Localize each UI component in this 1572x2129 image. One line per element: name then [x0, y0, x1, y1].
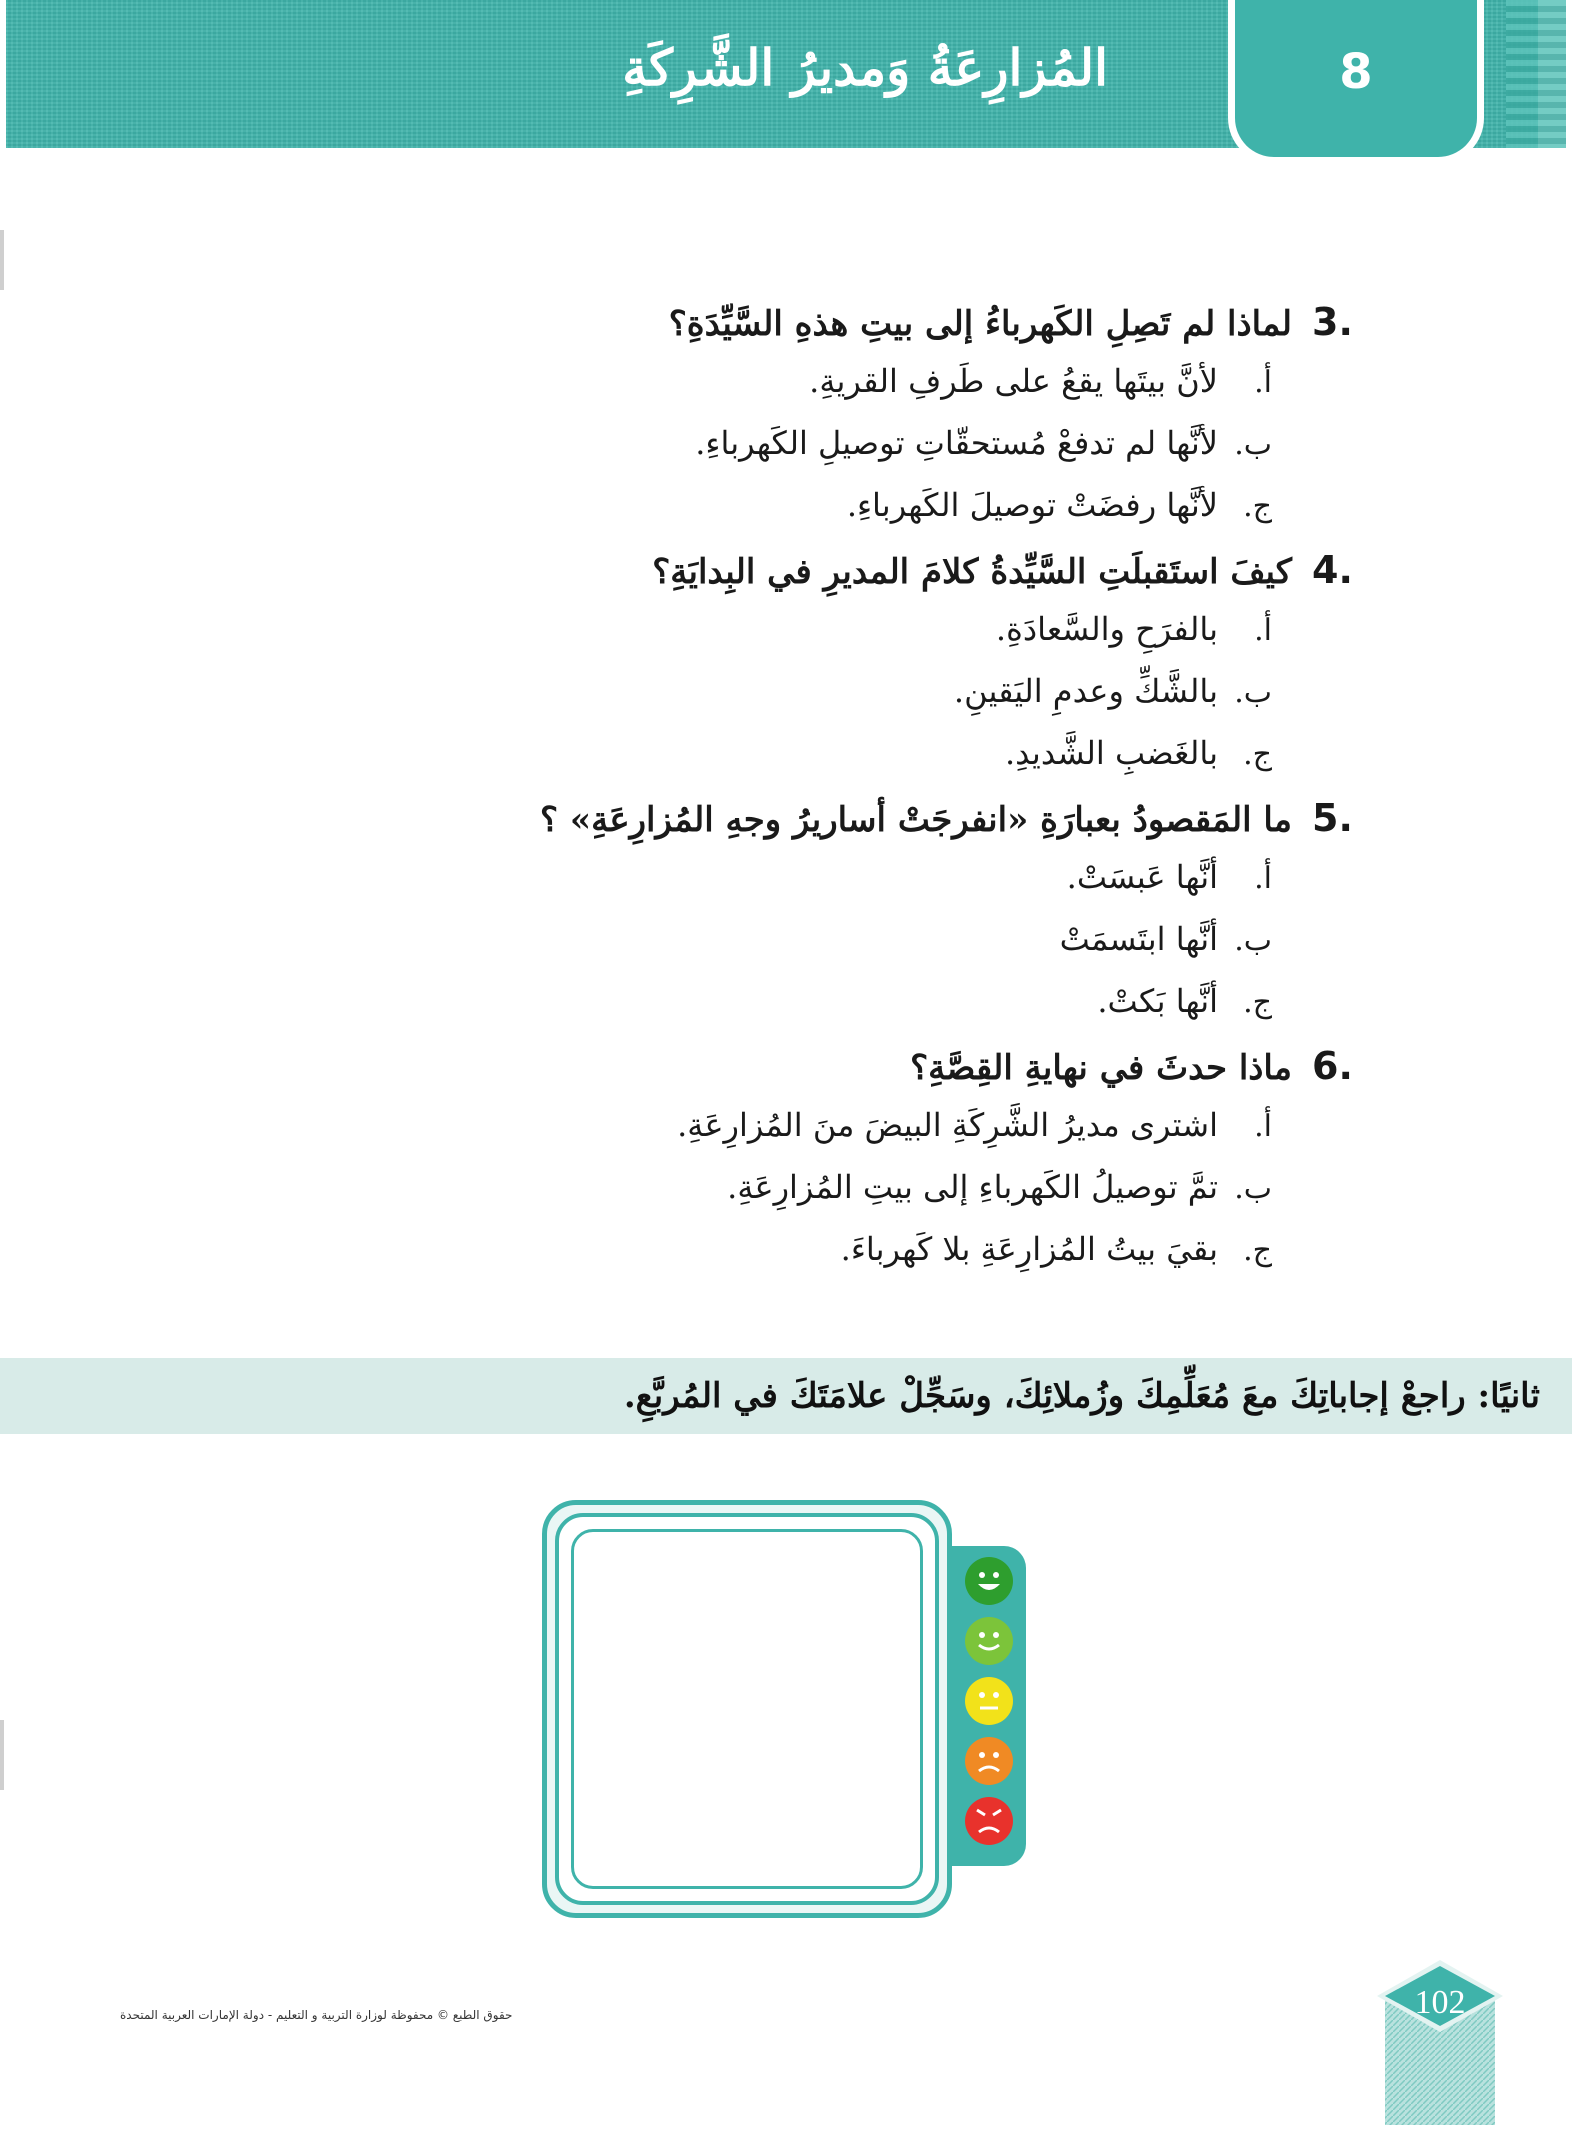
option-letter: أ. — [1254, 1109, 1272, 1144]
option-text: بقيَ بيتُ المُزارِعَةِ بلا كَهرباءَ. — [840, 1230, 1218, 1268]
answer-option[interactable] — [172, 858, 1372, 920]
answer-option[interactable] — [172, 362, 1372, 424]
option-text: بالغَضبِ الشَّديدِ. — [1004, 734, 1218, 772]
question-4 — [172, 548, 1372, 796]
lesson-title: المُزارِعَةُ وَمديرُ الشَّرِكَةِ — [622, 38, 1108, 97]
option-text: بالفرَحِ والسَّعادَةِ. — [995, 610, 1218, 648]
question-text: ماذا حدثَ في نهايةِ القِصَّةِ؟ — [910, 1048, 1292, 1088]
option-text: اشترى مديرُ الشَّرِكَةِ البيضَ منَ المُزارِعَةِ. — [677, 1106, 1218, 1144]
answer-option[interactable] — [172, 1230, 1372, 1292]
answer-option[interactable] — [172, 734, 1372, 796]
rating-faces-bar — [952, 1546, 1026, 1866]
sad-face-icon[interactable] — [964, 1736, 1014, 1786]
answer-option[interactable] — [172, 1106, 1372, 1168]
answer-option[interactable] — [172, 486, 1372, 548]
banner-decoration — [1506, 0, 1566, 148]
option-letter: ج. — [1243, 985, 1272, 1020]
option-text: أنَّها ابتَسمَتْ — [1059, 920, 1218, 958]
angry-face-icon[interactable] — [964, 1796, 1014, 1846]
page-number: 102 — [1414, 1984, 1466, 2021]
option-letter: ب. — [1234, 675, 1272, 710]
option-text: أنَّها عَبسَتْ. — [1066, 858, 1218, 896]
very-happy-face-icon[interactable] — [964, 1556, 1014, 1606]
answer-option[interactable] — [172, 982, 1372, 1044]
answer-option[interactable] — [172, 920, 1372, 982]
option-text: لأنَّها رفضَتْ توصيلَ الكَهرباءِ. — [846, 486, 1218, 524]
question-3 — [172, 300, 1372, 548]
answer-option[interactable] — [172, 672, 1372, 734]
question-5 — [172, 796, 1372, 1044]
question-text: ما المَقصودُ بعبارَةِ «انفرجَتْ أساريرُ وجهِ المُزارِعَةِ» ؟ — [539, 800, 1292, 840]
question-text: لماذا لم تَصِلِ الكَهرباءُ إلى بيتِ هذهِ السَّيِّدَةِ؟ — [668, 304, 1292, 344]
lesson-number: 8 — [1339, 43, 1373, 100]
option-letter: ج. — [1243, 737, 1272, 772]
option-letter: ج. — [1243, 489, 1272, 524]
option-letter: ج. — [1243, 1233, 1272, 1268]
questions-list — [172, 300, 1372, 1292]
question-number: 3. — [1312, 300, 1353, 344]
question-text: كيفَ استَقبلَتِ السَّيِّدةُ كلامَ المديرِ في البِدايَةِ؟ — [652, 552, 1292, 592]
question-6 — [172, 1044, 1372, 1292]
page-number-badge — [1375, 1960, 1505, 2125]
happy-face-icon[interactable] — [964, 1616, 1014, 1666]
page-edge-mark — [0, 230, 4, 290]
option-text: لأنَّها لم تدفعْ مُستحقّاتِ توصيلِ الكَهرباءِ. — [695, 424, 1218, 462]
option-letter: ب. — [1234, 923, 1272, 958]
self-assessment-frame — [542, 1500, 952, 1918]
option-text: تمَّ توصيلُ الكَهرباءِ إلى بيتِ المُزارِعَةِ. — [727, 1168, 1218, 1206]
question-number: 5. — [1312, 796, 1353, 840]
section-instruction: ثانيًا: راجعْ إجاباتِكَ معَ مُعَلِّمِكَ وزُملائِكَ، وسَجِّلْ علامَتَكَ في المُربَّعِ. — [623, 1376, 1540, 1416]
option-letter: ب. — [1234, 1171, 1272, 1206]
option-text: أنَّها بَكتْ. — [1097, 982, 1218, 1020]
option-letter: أ. — [1254, 861, 1272, 896]
answer-option[interactable] — [172, 1168, 1372, 1230]
option-letter: أ. — [1254, 365, 1272, 400]
option-letter: أ. — [1254, 613, 1272, 648]
option-text: بالشَّكِّ وعدمِ اليَقينِ. — [953, 672, 1218, 710]
lesson-number-tab — [1228, 0, 1484, 164]
option-letter: ب. — [1234, 427, 1272, 462]
answer-option[interactable] — [172, 424, 1372, 486]
copyright-notice: حقوق الطبع © محفوظة لوزارة التربية و التعليم - دولة الإمارات العربية المتحدة — [120, 2008, 513, 2022]
question-number: 4. — [1312, 548, 1353, 592]
section-instruction-strip — [0, 1358, 1572, 1434]
question-number: 6. — [1312, 1044, 1353, 1088]
page-edge-mark — [0, 1720, 4, 1790]
neutral-face-icon[interactable] — [964, 1676, 1014, 1726]
option-text: لأنَّ بيتَها يقعُ على طَرفِ القريةِ. — [809, 362, 1218, 400]
self-assessment-box[interactable] — [571, 1529, 923, 1889]
answer-option[interactable] — [172, 610, 1372, 672]
